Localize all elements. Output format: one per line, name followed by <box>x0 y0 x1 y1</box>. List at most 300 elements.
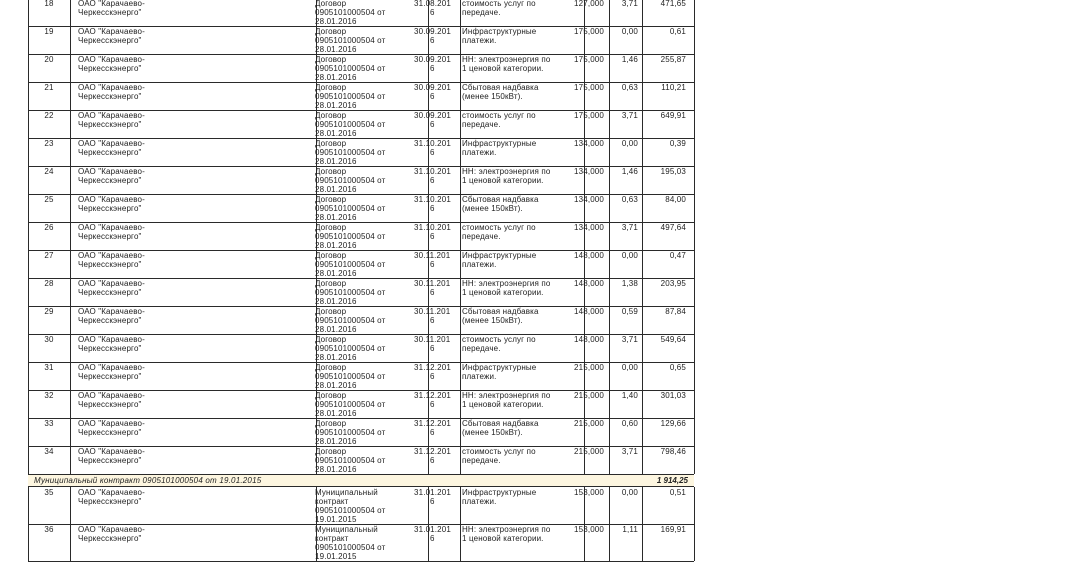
document-line-3: 28.01.2016 <box>315 381 357 390</box>
table-row <box>28 250 694 279</box>
column-rule <box>28 166 29 194</box>
organization-line-1: ОАО "Карачаево- <box>78 83 145 92</box>
document-line-2: 0905101000504 от <box>315 204 386 213</box>
column-rule <box>609 487 610 524</box>
service-line-1: Инфраструктурные <box>462 488 537 497</box>
document-line-1: Договор <box>315 55 347 64</box>
service-line-2: передаче. <box>462 232 501 241</box>
column-rule <box>460 524 461 561</box>
amount-value: 0,39 <box>669 139 686 148</box>
rate-value: 1,40 <box>621 391 638 400</box>
column-rule <box>694 26 695 54</box>
service-line-2: (менее 150кВт). <box>462 204 523 213</box>
rate-value: 0,60 <box>621 419 638 428</box>
column-rule <box>70 390 71 418</box>
date-line-1: 30.11.201 <box>414 307 451 316</box>
column-rule <box>460 26 461 54</box>
date-line-1: 31.12.201 <box>414 419 451 428</box>
column-rule <box>460 390 461 418</box>
document-line-3: 28.01.2016 <box>315 325 357 334</box>
table-row <box>28 390 694 419</box>
document-line-1: Договор <box>315 27 347 36</box>
document-line-2: 0905101000504 от <box>315 176 386 185</box>
quantity-value: 175,000 <box>574 55 604 64</box>
organization-line-2: Черкесскэнерго" <box>78 204 142 213</box>
organization-line-2: Черкесскэнерго" <box>78 456 142 465</box>
column-rule <box>460 334 461 362</box>
document-line-1: Договор <box>315 279 347 288</box>
organization-line-1: ОАО "Карачаево- <box>78 223 145 232</box>
document-line-2: 0905101000504 от <box>315 148 386 157</box>
row-number: 20 <box>44 55 54 64</box>
document-line-1: Договор <box>315 251 347 260</box>
service-line-1: Сбытовая надбавка <box>462 307 539 316</box>
organization-line-2: Черкесскэнерго" <box>78 120 142 129</box>
table-row <box>28 166 694 195</box>
document-line-1: Муниципальный <box>315 525 378 534</box>
service-line-2: платежи. <box>462 36 497 45</box>
column-rule <box>70 418 71 446</box>
organization-line-2: Черкесскэнерго" <box>78 372 142 381</box>
date-line-1: 31.10.201 <box>414 167 451 176</box>
rate-value: 0,63 <box>621 83 638 92</box>
service-line-1: Сбытовая надбавка <box>462 419 539 428</box>
column-rule <box>609 524 610 561</box>
document-line-3: 28.01.2016 <box>315 45 357 54</box>
quantity-value: 148,000 <box>574 307 604 316</box>
organization-line-2: Черкесскэнерго" <box>78 64 142 73</box>
quantity-value: 215,000 <box>574 363 604 372</box>
quantity-value: 134,000 <box>574 195 604 204</box>
column-rule <box>694 334 695 362</box>
table-row <box>28 222 694 251</box>
column-rule <box>609 446 610 474</box>
document-line-1: Договор <box>315 111 347 120</box>
quantity-value: 215,000 <box>574 447 604 456</box>
rate-value: 0,00 <box>621 27 638 36</box>
date-line-2: 6 <box>430 232 435 241</box>
document-line-1: Муниципальный <box>315 488 378 497</box>
amount-value: 203,95 <box>660 279 686 288</box>
quantity-value: 134,000 <box>574 139 604 148</box>
column-rule <box>460 166 461 194</box>
service-line-2: передаче. <box>462 456 501 465</box>
quantity-value: 148,000 <box>574 335 604 344</box>
row-number: 30 <box>44 335 54 344</box>
column-rule <box>70 446 71 474</box>
organization-line-1: ОАО "Карачаево- <box>78 111 145 120</box>
column-rule <box>460 250 461 278</box>
date-line-2: 6 <box>430 534 435 543</box>
rate-value: 1,46 <box>621 55 638 64</box>
column-rule <box>694 446 695 474</box>
column-rule <box>609 418 610 446</box>
column-rule <box>460 0 461 26</box>
organization-line-2: Черкесскэнерго" <box>78 288 142 297</box>
column-rule <box>609 362 610 390</box>
service-line-2: 1 ценовой категории. <box>462 400 544 409</box>
column-rule <box>70 306 71 334</box>
service-line-2: (менее 150кВт). <box>462 428 523 437</box>
column-rule <box>609 54 610 82</box>
column-rule <box>609 0 610 26</box>
rate-value: 3,71 <box>621 111 638 120</box>
rate-value: 0,00 <box>621 251 638 260</box>
service-line-1: стоимость услуг по <box>462 111 536 120</box>
column-rule <box>28 334 29 362</box>
organization-line-1: ОАО "Карачаево- <box>78 419 145 428</box>
column-rule <box>460 487 461 524</box>
column-rule <box>70 222 71 250</box>
column-rule <box>609 26 610 54</box>
quantity-value: 175,000 <box>574 27 604 36</box>
date-line-1: 31.01.201 <box>414 488 451 497</box>
row-number: 24 <box>44 167 54 176</box>
rate-value: 1,46 <box>621 167 638 176</box>
document-line-1: Договор <box>315 167 347 176</box>
column-rule <box>694 362 695 390</box>
service-line-2: платежи. <box>462 260 497 269</box>
column-rule <box>694 278 695 306</box>
document-line-2: 0905101000504 от <box>315 120 386 129</box>
table-row <box>28 278 694 307</box>
organization-line-1: ОАО "Карачаево- <box>78 391 145 400</box>
column-rule <box>28 250 29 278</box>
column-rule <box>28 26 29 54</box>
date-line-2: 6 <box>430 148 435 157</box>
row-number: 18 <box>44 0 54 8</box>
service-line-1: Инфраструктурные <box>462 139 537 148</box>
amount-value: 0,61 <box>669 27 686 36</box>
organization-line-2: Черкесскэнерго" <box>78 148 142 157</box>
organization-line-2: Черкесскэнерго" <box>78 232 142 241</box>
column-rule <box>28 54 29 82</box>
organization-line-1: ОАО "Карачаево- <box>78 251 145 260</box>
service-line-1: НН: электроэнергия по <box>462 55 551 64</box>
column-rule <box>70 278 71 306</box>
quantity-value: 153,000 <box>574 488 604 497</box>
service-line-1: стоимость услуг по <box>462 0 536 8</box>
column-rule <box>694 390 695 418</box>
column-rule <box>694 82 695 110</box>
organization-line-1: ОАО "Карачаево- <box>78 0 145 8</box>
document-line-2: контракт <box>315 534 349 543</box>
document-line-1: Договор <box>315 139 347 148</box>
date-line-2: 6 <box>430 176 435 185</box>
document-line-3: 28.01.2016 <box>315 241 357 250</box>
rate-value: 0,00 <box>621 488 638 497</box>
table-row <box>28 54 694 83</box>
service-line-2: передаче. <box>462 344 501 353</box>
service-line-1: Сбытовая надбавка <box>462 83 539 92</box>
service-line-1: Инфраструктурные <box>462 251 537 260</box>
service-line-2: 1 ценовой категории. <box>462 64 544 73</box>
column-rule <box>70 82 71 110</box>
amount-value: 129,66 <box>660 419 686 428</box>
service-line-2: платежи. <box>462 497 497 506</box>
quantity-value: 215,000 <box>574 391 604 400</box>
service-line-2: (менее 150кВт). <box>462 92 523 101</box>
column-rule <box>28 278 29 306</box>
column-rule <box>694 222 695 250</box>
document-line-3: 28.01.2016 <box>315 17 357 26</box>
amount-value: 110,21 <box>661 83 686 92</box>
date-line-1: 31.12.201 <box>414 391 451 400</box>
date-line-1: 31.12.201 <box>414 363 451 372</box>
document-line-2: 0905101000504 от <box>315 64 386 73</box>
document-line-1: Договор <box>315 363 347 372</box>
column-rule <box>28 306 29 334</box>
document-line-1: Договор <box>315 419 347 428</box>
service-line-2: 1 ценовой категории. <box>462 288 544 297</box>
service-line-1: Сбытовая надбавка <box>462 195 539 204</box>
column-rule <box>70 194 71 222</box>
column-rule <box>694 487 695 524</box>
rate-value: 3,71 <box>621 223 638 232</box>
organization-line-1: ОАО "Карачаево- <box>78 488 145 497</box>
column-rule <box>460 54 461 82</box>
quantity-value: 134,000 <box>574 167 604 176</box>
quantity-value: 134,000 <box>574 223 604 232</box>
column-rule <box>609 306 610 334</box>
amount-value: 549,64 <box>660 335 686 344</box>
organization-line-2: Черкесскэнерго" <box>78 260 142 269</box>
column-rule <box>694 110 695 138</box>
service-line-1: НН: электроэнергия по <box>462 279 551 288</box>
service-line-2: 1 ценовой категории. <box>462 534 544 543</box>
quantity-value: 175,000 <box>574 83 604 92</box>
table-row <box>28 194 694 223</box>
column-rule <box>460 110 461 138</box>
document-line-2: 0905101000504 от <box>315 8 386 17</box>
column-rule <box>460 306 461 334</box>
amount-value: 195,03 <box>660 167 686 176</box>
row-number: 23 <box>44 139 54 148</box>
service-line-1: НН: электроэнергия по <box>462 525 551 534</box>
organization-line-1: ОАО "Карачаево- <box>78 307 145 316</box>
document-line-1: Договор <box>315 83 347 92</box>
date-line-1: 31.10.201 <box>414 223 451 232</box>
service-line-2: передаче. <box>462 8 501 17</box>
organization-line-1: ОАО "Карачаево- <box>78 525 145 534</box>
column-rule <box>70 334 71 362</box>
date-line-1: 31.10.201 <box>414 139 451 148</box>
service-line-1: НН: электроэнергия по <box>462 391 551 400</box>
document-line-3: 28.01.2016 <box>315 409 357 418</box>
organization-line-2: Черкесскэнерго" <box>78 92 142 101</box>
column-rule <box>28 82 29 110</box>
document-line-4: 19.01.2015 <box>315 552 357 561</box>
document-line-1: Договор <box>315 391 347 400</box>
column-rule <box>70 54 71 82</box>
group-total: 1 914,25 <box>656 476 688 485</box>
organization-line-1: ОАО "Карачаево- <box>78 167 145 176</box>
date-line-2: 6 <box>430 8 435 17</box>
column-rule <box>28 487 29 524</box>
column-rule <box>460 82 461 110</box>
document-line-1: Договор <box>315 0 347 8</box>
service-line-1: НН: электроэнергия по <box>462 167 551 176</box>
column-rule <box>70 487 71 524</box>
document-line-3: 28.01.2016 <box>315 353 357 362</box>
column-rule <box>28 138 29 166</box>
service-line-2: 1 ценовой категории. <box>462 176 544 185</box>
document-line-2: 0905101000504 от <box>315 456 386 465</box>
quantity-value: 153,000 <box>574 525 604 534</box>
quantity-value: 175,000 <box>574 111 604 120</box>
document-line-3: 28.01.2016 <box>315 297 357 306</box>
organization-line-2: Черкесскэнерго" <box>78 8 142 17</box>
rate-value: 0,00 <box>621 363 638 372</box>
date-line-1: 30.11.201 <box>414 279 451 288</box>
organization-line-1: ОАО "Карачаево- <box>78 363 145 372</box>
organization-line-1: ОАО "Карачаево- <box>78 55 145 64</box>
amount-value: 0,47 <box>669 251 686 260</box>
organization-line-2: Черкесскэнерго" <box>78 428 142 437</box>
row-number: 21 <box>44 83 54 92</box>
column-rule <box>694 194 695 222</box>
service-line-1: Инфраструктурные <box>462 363 537 372</box>
column-rule <box>694 166 695 194</box>
column-rule <box>609 390 610 418</box>
document-line-2: 0905101000504 от <box>315 400 386 409</box>
column-rule <box>70 26 71 54</box>
column-rule <box>460 446 461 474</box>
column-rule <box>694 54 695 82</box>
column-rule <box>694 0 695 26</box>
date-line-2: 6 <box>430 316 435 325</box>
date-line-2: 6 <box>430 456 435 465</box>
organization-line-1: ОАО "Карачаево- <box>78 335 145 344</box>
document-line-3: 28.01.2016 <box>315 73 357 82</box>
table-row <box>28 26 694 55</box>
row-number: 29 <box>44 307 54 316</box>
column-rule <box>694 418 695 446</box>
document-line-2: 0905101000504 от <box>315 92 386 101</box>
quantity-value: 215,000 <box>574 419 604 428</box>
document-line-3: 28.01.2016 <box>315 101 357 110</box>
document-line-1: Договор <box>315 195 347 204</box>
table-row <box>28 334 694 363</box>
service-line-1: Инфраструктурные <box>462 27 537 36</box>
document-line-2: контракт <box>315 497 349 506</box>
column-rule <box>694 250 695 278</box>
document-line-3: 28.01.2016 <box>315 129 357 138</box>
amount-value: 649,91 <box>660 111 686 120</box>
amount-value: 87,84 <box>665 307 686 316</box>
table-row <box>28 306 694 335</box>
column-rule <box>460 194 461 222</box>
row-number: 19 <box>44 27 54 36</box>
organization-line-2: Черкесскэнерго" <box>78 400 142 409</box>
document-line-1: Договор <box>315 223 347 232</box>
column-rule <box>28 222 29 250</box>
document-line-2: 0905101000504 от <box>315 316 386 325</box>
table-row <box>28 110 694 139</box>
service-line-2: платежи. <box>462 148 497 157</box>
organization-line-2: Черкесскэнерго" <box>78 176 142 185</box>
date-line-1: 30.09.201 <box>414 83 451 92</box>
document-line-3: 28.01.2016 <box>315 465 357 474</box>
table-row <box>28 0 694 27</box>
amount-value: 798,46 <box>660 447 686 456</box>
organization-line-1: ОАО "Карачаево- <box>78 27 145 36</box>
date-line-2: 6 <box>430 204 435 213</box>
column-rule <box>609 278 610 306</box>
date-line-2: 6 <box>430 344 435 353</box>
rate-value: 3,71 <box>621 335 638 344</box>
service-line-2: платежи. <box>462 372 497 381</box>
date-line-2: 6 <box>430 497 435 506</box>
column-rule <box>70 362 71 390</box>
row-number: 27 <box>44 251 54 260</box>
document-line-1: Договор <box>315 447 347 456</box>
column-rule <box>28 418 29 446</box>
column-rule <box>460 362 461 390</box>
document-line-3: 28.01.2016 <box>315 185 357 194</box>
column-rule <box>28 110 29 138</box>
rate-value: 1,11 <box>622 525 638 534</box>
document-line-2: 0905101000504 от <box>315 344 386 353</box>
rate-value: 0,59 <box>621 307 638 316</box>
column-rule <box>460 418 461 446</box>
organization-line-1: ОАО "Карачаево- <box>78 139 145 148</box>
table-row <box>28 362 694 391</box>
organization-line-2: Черкесскэнерго" <box>78 344 142 353</box>
rate-value: 3,71 <box>621 0 638 8</box>
service-line-2: передаче. <box>462 120 501 129</box>
amount-value: 497,64 <box>660 223 686 232</box>
row-number: 35 <box>44 488 54 497</box>
document-line-3: 28.01.2016 <box>315 157 357 166</box>
date-line-1: 31.08.201 <box>414 0 451 8</box>
column-rule <box>694 306 695 334</box>
organization-line-1: ОАО "Карачаево- <box>78 195 145 204</box>
amount-value: 255,87 <box>660 55 686 64</box>
column-rule <box>70 250 71 278</box>
column-rule <box>694 524 695 561</box>
document-line-3: 28.01.2016 <box>315 437 357 446</box>
column-rule <box>694 138 695 166</box>
row-number: 28 <box>44 279 54 288</box>
service-line-2: (менее 150кВт). <box>462 316 523 325</box>
document-line-2: 0905101000504 от <box>315 288 386 297</box>
date-line-1: 30.09.201 <box>414 27 451 36</box>
row-number: 22 <box>44 111 54 120</box>
rate-value: 0,63 <box>621 195 638 204</box>
document-line-2: 0905101000504 от <box>315 232 386 241</box>
column-rule <box>28 362 29 390</box>
group-header-row <box>28 475 694 487</box>
table-row <box>28 487 694 525</box>
row-number: 32 <box>44 391 54 400</box>
document-line-3: 0905101000504 от <box>315 506 386 515</box>
date-line-1: 30.11.201 <box>414 251 451 260</box>
quantity-value: 148,000 <box>574 251 604 260</box>
column-rule <box>70 166 71 194</box>
date-line-2: 6 <box>430 36 435 45</box>
row-number: 31 <box>44 363 54 372</box>
row-number: 34 <box>44 447 54 456</box>
document-line-2: 0905101000504 от <box>315 372 386 381</box>
column-rule <box>70 138 71 166</box>
quantity-value: 148,000 <box>574 279 604 288</box>
column-rule <box>70 524 71 561</box>
date-line-1: 30.11.201 <box>414 335 451 344</box>
table-row <box>28 524 694 562</box>
column-rule <box>609 82 610 110</box>
amount-value: 471,65 <box>660 0 686 8</box>
